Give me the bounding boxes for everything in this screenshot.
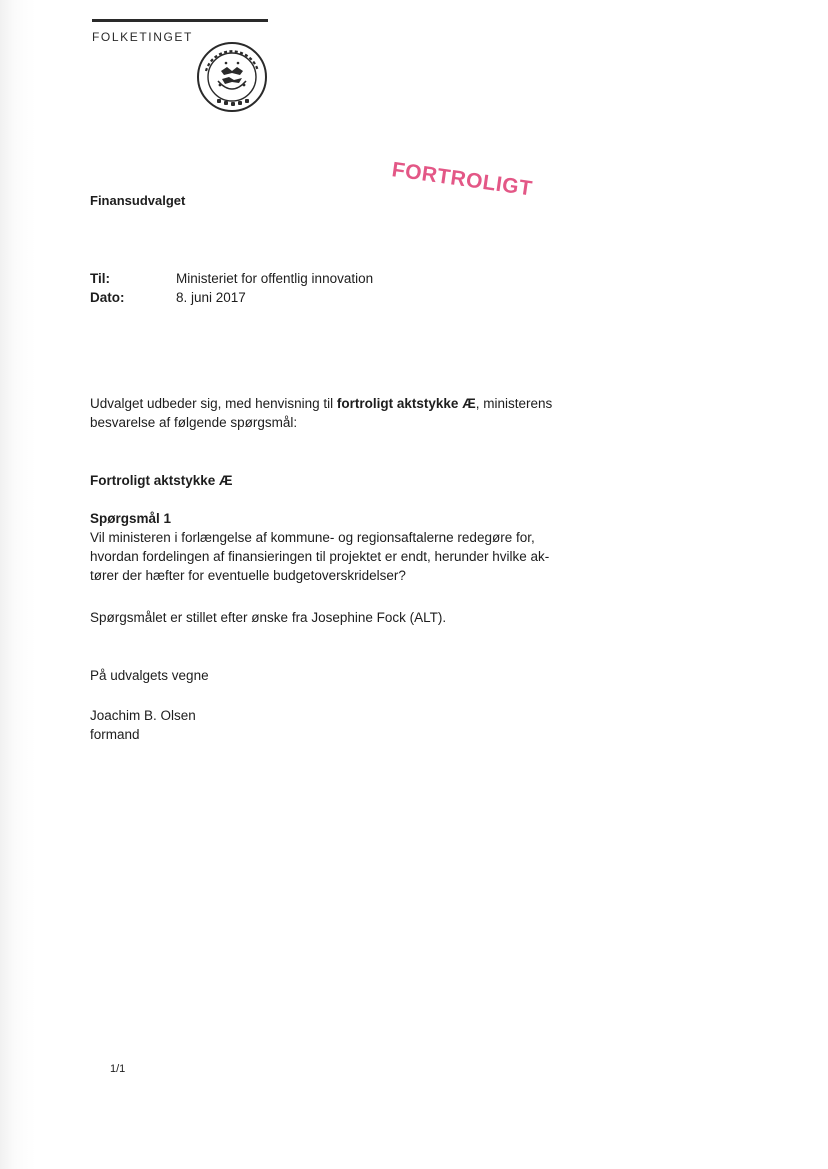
intro-bold-reference: fortroligt aktstykke Æ (336, 396, 476, 411)
date-label: Dato: (90, 290, 125, 305)
page-number: 1/1 (110, 1063, 126, 1075)
folketinget-seal-icon (196, 41, 268, 113)
scan-edge (0, 0, 36, 1169)
intro-line-2: besvarelse af følgende spørgsmål: (90, 415, 298, 430)
question-line: hvordan fordelingen af finansieringen til projektet er endt, herunder hvilke ak- (90, 549, 550, 564)
question-line: tører der hæfter for eventuelle budgetoverskridelser? (90, 568, 406, 583)
question-title: Spørgsmål 1 (90, 511, 172, 526)
intro-text-start: Udvalget udbeder sig, med henvisning til (90, 396, 337, 411)
signature-block (90, 706, 570, 744)
signatory-name: Joachim B. Olsen (90, 708, 196, 723)
intro-paragraph (90, 394, 570, 432)
confidential-stamp: FORTROLIGT (390, 158, 534, 201)
question-block (90, 509, 570, 585)
closing-line: På udvalgets vegne (90, 668, 209, 683)
committee-name: Finansudvalget (90, 193, 186, 208)
signatory-title: formand (90, 727, 140, 742)
recipient-label: Til: (90, 271, 110, 286)
header-rule (92, 19, 268, 22)
organization-name: FOLKETINGET (92, 30, 193, 44)
intro-text-end: , ministerens (475, 396, 553, 411)
section-title: Fortroligt aktstykke Æ (90, 473, 233, 488)
date-value: 8. juni 2017 (176, 290, 246, 305)
requester-note: Spørgsmålet er stillet efter ønske fra Josephine Fock (ALT). (90, 610, 447, 625)
question-line: Vil ministeren i forlængelse af kommune- og regionsaftalerne redegøre for, (90, 530, 535, 545)
recipient-value: Ministeriet for offentlig innovation (176, 271, 374, 286)
